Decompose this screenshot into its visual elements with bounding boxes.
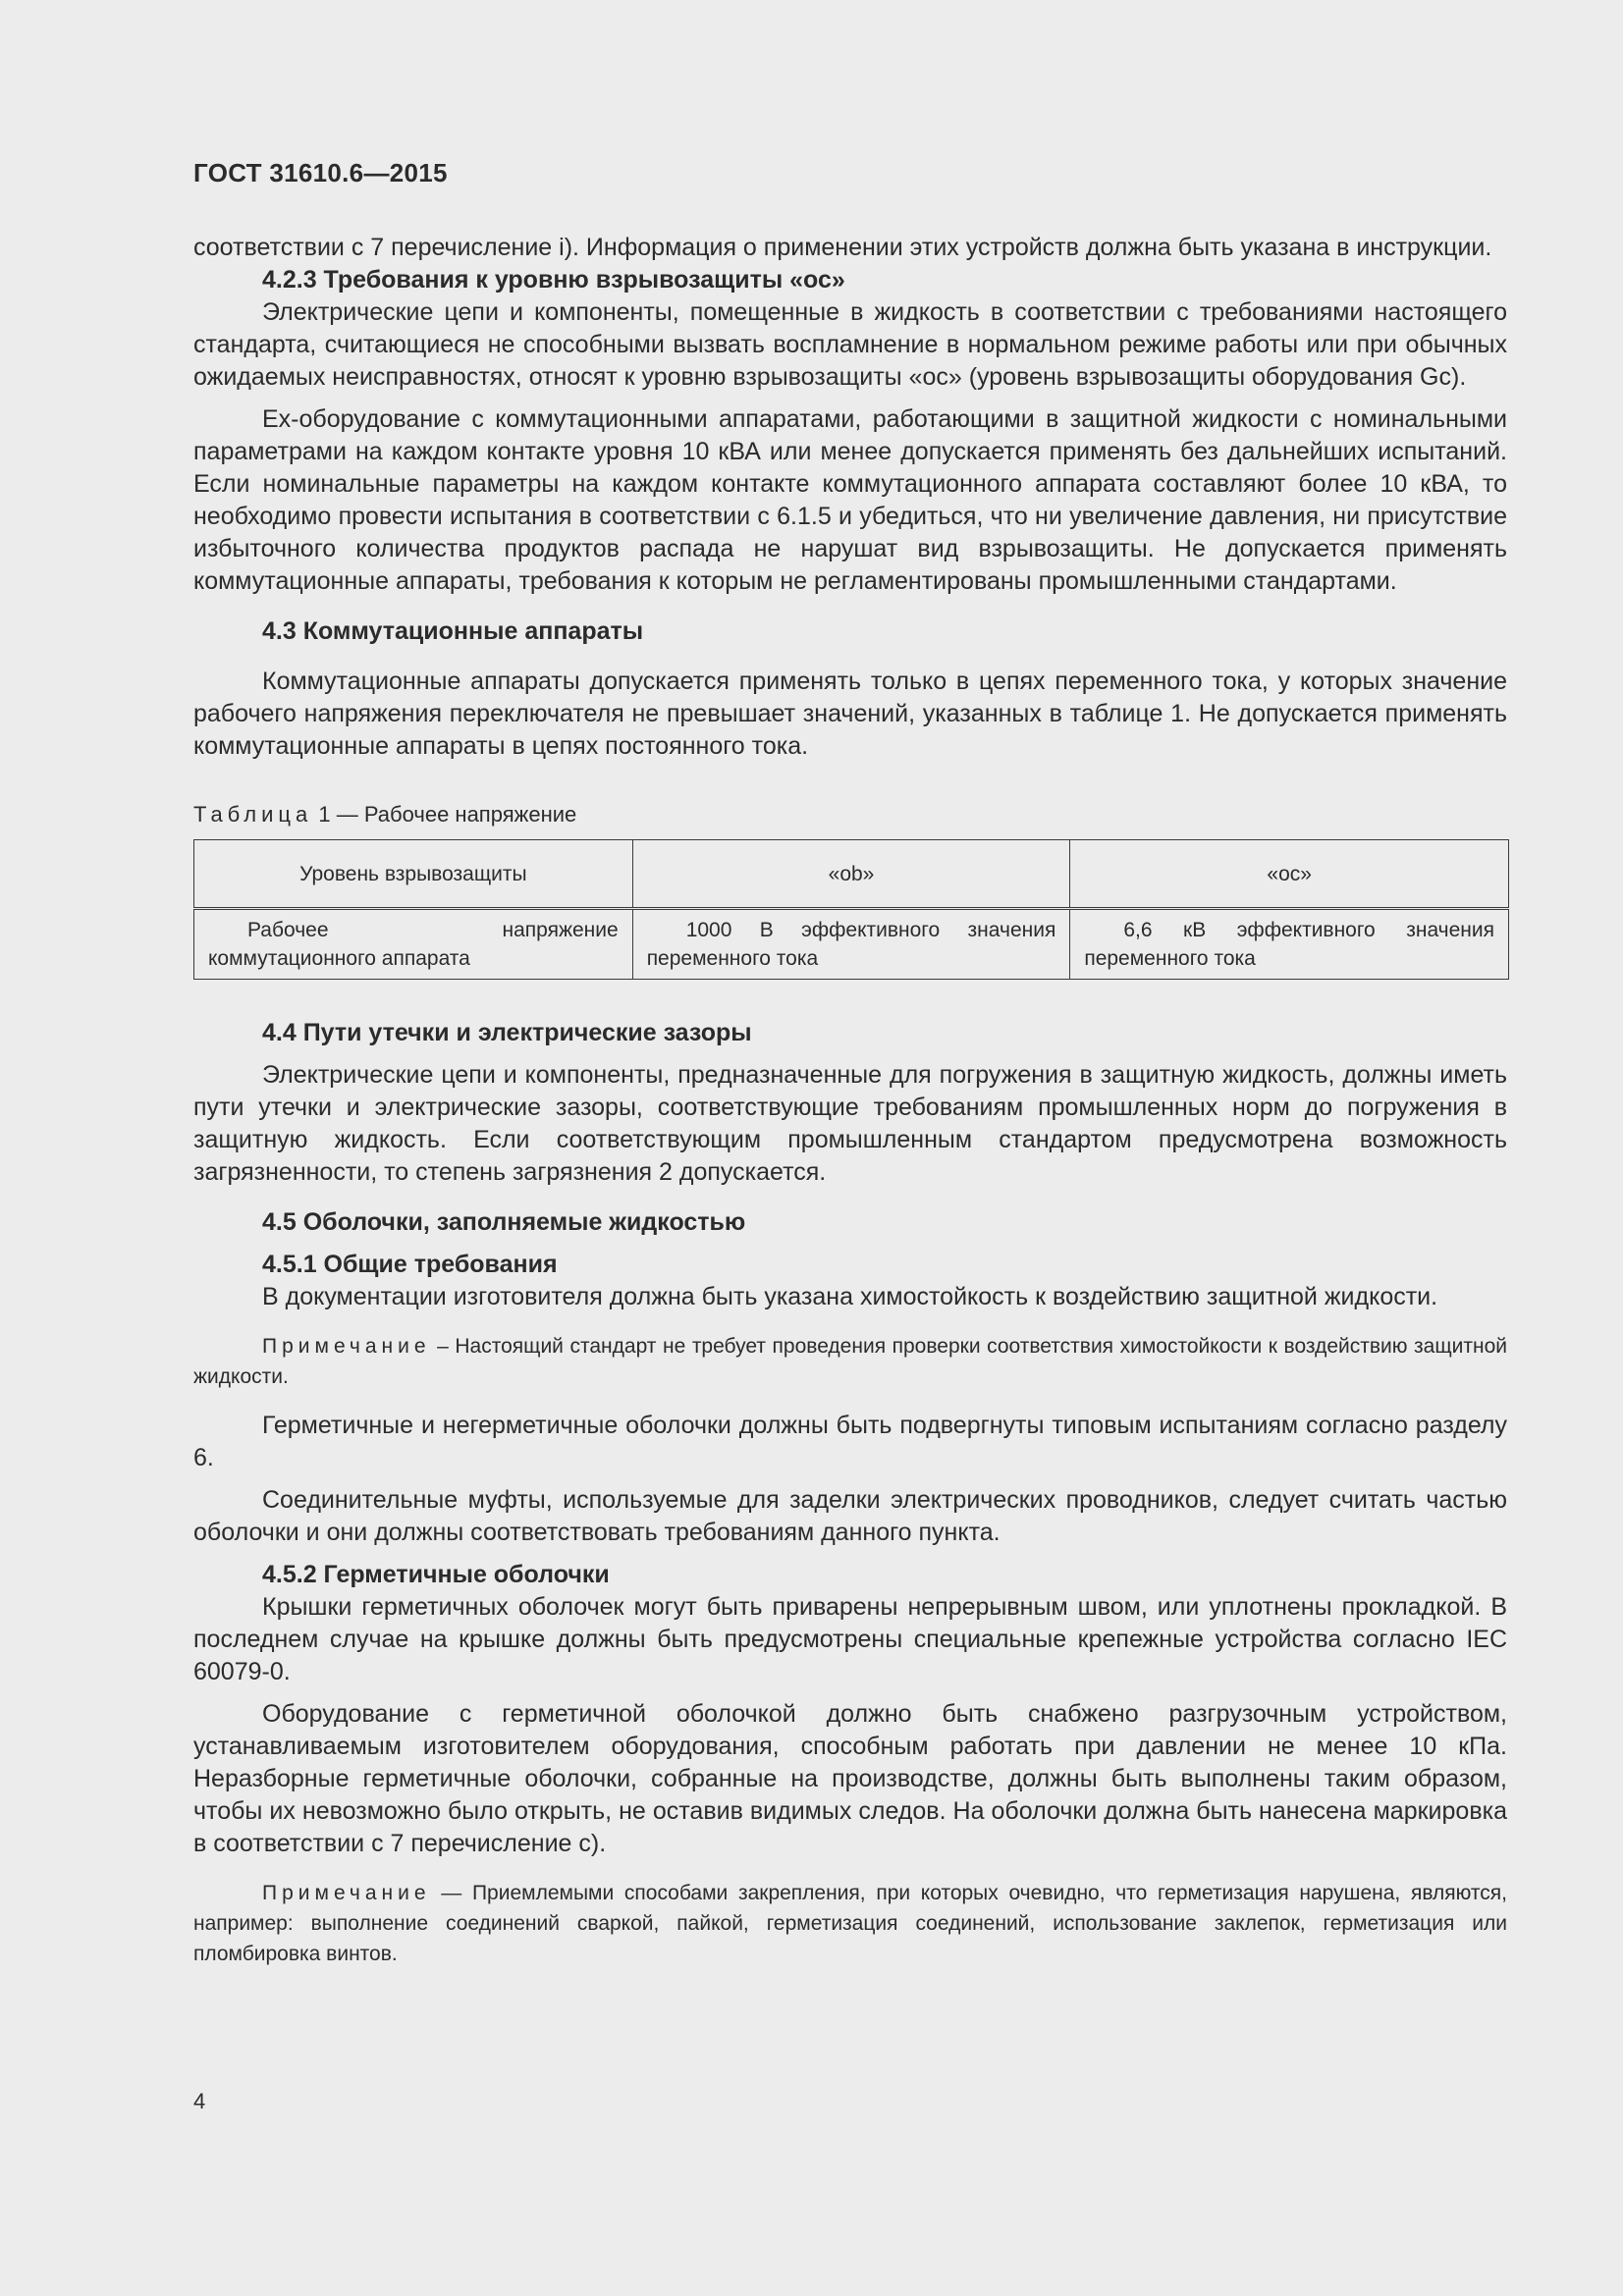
section-4-5-2-paragraph-2: Оборудование с герметичной оболочкой должно быть снабжено разгрузочным устройством, устанавливаемым изготовителем оборудования, способным работать при давлении не менее 10 кПа. Неразборные герметичные оболочки, собранные на производстве, должны быть выполнены таким образом, чтобы их невозможно было открыть, не оставив видимых следов. На оболочки должна быть нанесена маркировка в соответствии с 7 перечисление с). — [193, 1700, 1507, 1857]
note-2 — [193, 1878, 1507, 1969]
section-4-5-1-paragraph-2: Герметичные и негерметичные оболочки должны быть подвергнуты типовым испытаниям согласно разделу 6. — [193, 1412, 1507, 1471]
table-1 — [193, 839, 1509, 980]
section-4-2-3-paragraph-2: Ех-оборудование с коммутационными аппаратами, работающими в защитной жидкости с номинальными параметрами на каждом контакте уровня 10 кВА или менее допускается применять без дальнейших испытаний. Если номинальные параметры на каждом контакте коммутационного аппарата составляют более 10 кВА, то необходимо провести испытания в соответствии с 6.1.5 и убедиться, что ни увеличение давления, ни присутствие избыточного количества продуктов распада не нарушат вид взрывозащиты. Не допускается применять коммутационные аппараты, требования к которым не регламентированы промышленными стандартами. — [193, 405, 1507, 595]
table-header-cell: «ос» — [1070, 840, 1509, 909]
note-2-label: Примечание — [262, 1882, 431, 1904]
section-4-3-title: 4.3 Коммутационные аппараты — [262, 617, 644, 645]
section-4-5-1-paragraph-1: В документации изготовителя должна быть указана химостойкость к воздействию защитной жидкости. — [262, 1283, 1438, 1310]
note-1 — [193, 1331, 1507, 1392]
note-2-text: — Приемлемыми способами закрепления, при которых очевидно, что герметизация нарушена, являются, например: выполнение соединений сваркой, пайкой, герметизация соединений, использование заклепок, герметизация или пломбировка винтов. — [193, 1882, 1507, 1965]
section-4-3-paragraph-1: Коммутационные аппараты допускается применять только в цепях переменного тока, у которых значение рабочего напряжения переключателя не превышает значений, указанных в таблице 1. Не допускается применять коммутационные аппараты в цепях постоянного тока. — [193, 667, 1507, 760]
section-4-2-3-title: 4.2.3 Требования к уровню взрывозащиты «ос» — [262, 266, 845, 294]
note-1-text: – Настоящий стандарт не требует проведения проверки соответствия химостойкости к воздействию защитной жидкости. — [193, 1335, 1507, 1388]
section-4-5-2-title: 4.5.2 Герметичные оболочки — [262, 1561, 610, 1588]
section-4-5-1-paragraph-3: Соединительные муфты, используемые для заделки электрических проводников, следует считать частью оболочки и они должны соответствовать требованиям данного пункта. — [193, 1486, 1507, 1546]
note-1-label: Примечание — [262, 1335, 431, 1358]
table-cell: Рабочее напряжение коммутационного аппарата — [194, 909, 633, 980]
table-1-caption-text: 1 — Рабочее напряжение — [312, 802, 577, 827]
table-cell: 1000 В эффективного значения переменного тока — [632, 909, 1070, 980]
page-number: 4 — [193, 2089, 206, 2113]
table-1-caption-prefix: Таблица — [193, 802, 313, 827]
paragraph-intro: соответствии с 7 перечисление i). Информация о применении этих устройств должна быть указана в инструкции. — [193, 234, 1492, 261]
section-4-5-1-title: 4.5.1 Общие требования — [262, 1251, 558, 1278]
table-row — [194, 909, 1509, 980]
page-content — [193, 157, 1507, 1969]
table-header-row — [194, 840, 1509, 909]
section-4-2-3-paragraph-1: Электрические цепи и компоненты, помещенные в жидкость в соответствии с требованиями настоящего стандарта, считающиеся не способными вызвать воспламнение в нормальном режиме работы или при обычных ожидаемых неисправностях, относят к уровню взрывозащиты «ос» (уровень взрывозащиты оборудования Gc). — [193, 298, 1507, 391]
section-4-4-title: 4.4 Пути утечки и электрические зазоры — [262, 1019, 752, 1046]
table-cell: 6,6 кВ эффективного значения переменного тока — [1070, 909, 1509, 980]
section-4-5-2-paragraph-1: Крышки герметичных оболочек могут быть приварены непрерывным швом, или уплотнены прокладкой. В последнем случае на крышке должны быть предусмотрены специальные крепежные устройства согласно IEC 60079-0. — [193, 1593, 1507, 1685]
table-header-cell: «ob» — [632, 840, 1070, 909]
section-4-4-paragraph-1: Электрические цепи и компоненты, предназначенные для погружения в защитную жидкость, должны иметь пути утечки и электрические зазоры, соответствующие требованиям промышленных норм до погружения в защитную жидкость. Если соответствующим промышленным стандартом предусмотрена возможность загрязненности, то степень загрязнения 2 допускается. — [193, 1061, 1507, 1186]
document-header: ГОСТ 31610.6—2015 — [193, 158, 448, 187]
table-1-caption — [193, 800, 1507, 829]
table-header-cell: Уровень взрывозащиты — [194, 840, 633, 909]
section-4-5-title: 4.5 Оболочки, заполняемые жидкостью — [262, 1208, 746, 1236]
